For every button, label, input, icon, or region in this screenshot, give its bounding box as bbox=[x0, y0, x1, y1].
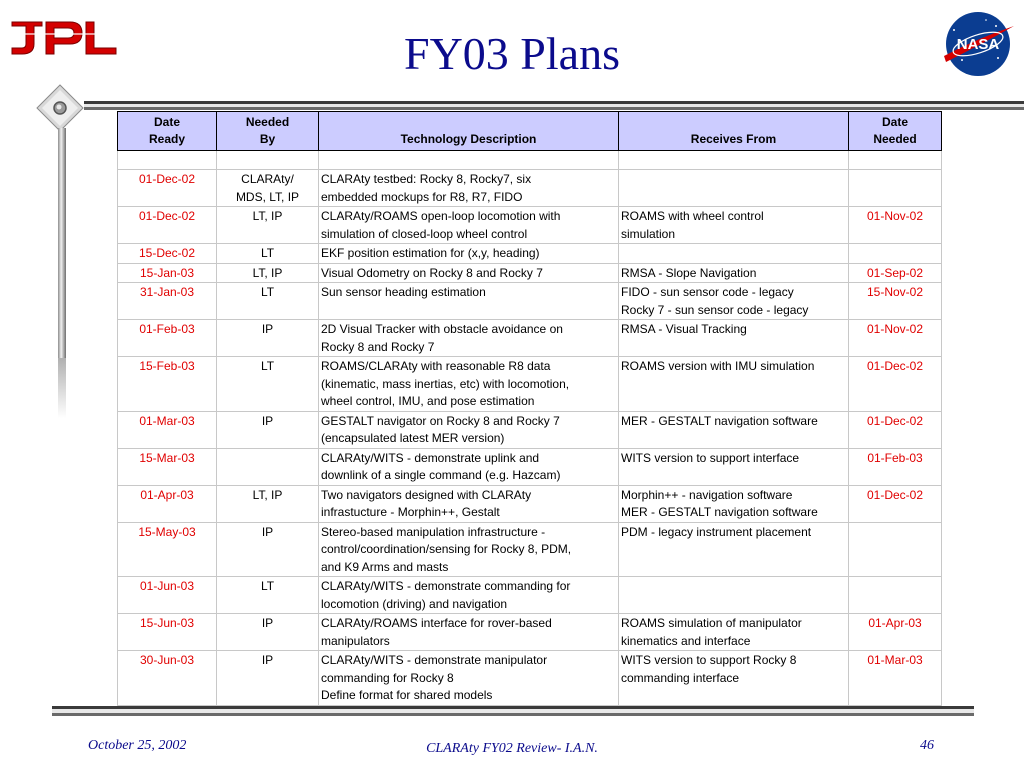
table-row bbox=[118, 207, 942, 244]
top-rule bbox=[84, 101, 1024, 111]
needed-by-cell: LT bbox=[217, 283, 319, 320]
receives-from-cell: PDM - legacy instrument placement bbox=[619, 522, 849, 577]
needed-by-cell: IP bbox=[217, 320, 319, 357]
needed-by-cell: LT bbox=[217, 357, 319, 412]
receives-from-cell: ROAMS with wheel control simulation bbox=[619, 207, 849, 244]
receives-from-cell: ROAMS simulation of manipulator kinematics and interface bbox=[619, 614, 849, 651]
date-needed-cell: 01-Dec-02 bbox=[849, 485, 942, 522]
technology-cell: CLARAty/WITS - demonstrate commanding for locomotion (driving) and navigation bbox=[319, 577, 619, 614]
date-ready-cell: 01-Mar-03 bbox=[118, 411, 217, 448]
technology-cell: ROAMS/CLARAty with reasonable R8 data (kinematic, mass inertias, etc) with locomotion, wheel control, IMU, and pose estimation bbox=[319, 357, 619, 412]
receives-from-cell: RMSA - Slope Navigation bbox=[619, 263, 849, 283]
date-needed-cell bbox=[849, 244, 942, 264]
svg-text:JPL: JPL bbox=[63, 58, 65, 59]
table-row bbox=[118, 411, 942, 448]
table-spacer-row bbox=[118, 151, 942, 170]
receives-from-cell bbox=[619, 577, 849, 614]
technology-cell: CLARAty/ROAMS interface for rover-based manipulators bbox=[319, 614, 619, 651]
technology-cell: Two navigators designed with CLARAty infrastucture - Morphin++, Gestalt bbox=[319, 485, 619, 522]
needed-by-cell bbox=[217, 448, 319, 485]
date-ready-cell: 15-Dec-02 bbox=[118, 244, 217, 264]
footer-date: October 25, 2002 bbox=[88, 738, 187, 753]
date-needed-cell: 01-Apr-03 bbox=[849, 614, 942, 651]
receives-from-cell: ROAMS version with IMU simulation bbox=[619, 357, 849, 412]
receives-from-cell: Morphin++ - navigation software MER - GESTALT navigation software bbox=[619, 485, 849, 522]
date-ready-cell: 15-Feb-03 bbox=[118, 357, 217, 412]
receives-from-cell: FIDO - sun sensor code - legacy Rocky 7 - sun sensor code - legacy bbox=[619, 283, 849, 320]
table-row bbox=[118, 651, 942, 706]
table-row bbox=[118, 244, 942, 264]
nasa-logo bbox=[938, 8, 1018, 80]
date-needed-cell: 01-Sep-02 bbox=[849, 263, 942, 283]
date-needed-cell bbox=[849, 577, 942, 614]
date-needed-cell bbox=[849, 522, 942, 577]
technology-cell: Visual Odometry on Rocky 8 and Rocky 7 bbox=[319, 263, 619, 283]
technology-cell: CLARAty/ROAMS open-loop locomotion with simulation of closed-loop wheel control bbox=[319, 207, 619, 244]
date-ready-cell: 01-Jun-03 bbox=[118, 577, 217, 614]
decorative-diamond bbox=[36, 84, 84, 132]
table-row bbox=[118, 320, 942, 357]
date-needed-cell: 01-Mar-03 bbox=[849, 651, 942, 706]
technology-cell: CLARAty/WITS - demonstrate uplink and downlink of a single command (e.g. Hazcam) bbox=[319, 448, 619, 485]
date-needed-cell: 01-Feb-03 bbox=[849, 448, 942, 485]
needed-by-cell: IP bbox=[217, 411, 319, 448]
date-ready-cell: 15-Mar-03 bbox=[118, 448, 217, 485]
needed-by-cell: CLARAty/ MDS, LT, IP bbox=[217, 170, 319, 207]
needed-by-cell: LT bbox=[217, 577, 319, 614]
needed-by-cell: LT, IP bbox=[217, 485, 319, 522]
date-needed-cell: 15-Nov-02 bbox=[849, 283, 942, 320]
header-date-ready: Date Ready bbox=[118, 112, 217, 151]
slide-title: FY03 Plans bbox=[404, 28, 620, 79]
date-ready-cell: 15-Jan-03 bbox=[118, 263, 217, 283]
needed-by-cell: LT bbox=[217, 244, 319, 264]
receives-from-cell bbox=[619, 170, 849, 207]
header-needed-by: Needed By bbox=[217, 112, 319, 151]
frame-vertical-bar bbox=[58, 128, 66, 358]
header-date-needed: Date Needed bbox=[849, 112, 942, 151]
plans-table bbox=[117, 111, 942, 706]
needed-by-cell: LT, IP bbox=[217, 263, 319, 283]
date-ready-cell: 01-Dec-02 bbox=[118, 207, 217, 244]
frame-vertical-fade bbox=[58, 358, 66, 418]
bottom-rule bbox=[52, 706, 974, 718]
table-row bbox=[118, 170, 942, 207]
header-receives-from: Receives From bbox=[619, 112, 849, 151]
receives-from-cell: WITS version to support interface bbox=[619, 448, 849, 485]
date-ready-cell: 01-Feb-03 bbox=[118, 320, 217, 357]
receives-from-cell: WITS version to support Rocky 8 commanding interface bbox=[619, 651, 849, 706]
date-needed-cell bbox=[849, 170, 942, 207]
table-row bbox=[118, 357, 942, 412]
receives-from-cell: RMSA - Visual Tracking bbox=[619, 320, 849, 357]
table-row bbox=[118, 283, 942, 320]
date-ready-cell: 15-Jun-03 bbox=[118, 614, 217, 651]
date-needed-cell: 01-Dec-02 bbox=[849, 411, 942, 448]
table-body bbox=[118, 151, 942, 706]
technology-cell: CLARAty/WITS - demonstrate manipulator commanding for Rocky 8 Define format for shared models bbox=[319, 651, 619, 706]
receives-from-cell bbox=[619, 244, 849, 264]
technology-cell: Sun sensor heading estimation bbox=[319, 283, 619, 320]
table-row bbox=[118, 263, 942, 283]
needed-by-cell: IP bbox=[217, 651, 319, 706]
needed-by-cell: IP bbox=[217, 614, 319, 651]
needed-by-cell: LT, IP bbox=[217, 207, 319, 244]
date-ready-cell: 30-Jun-03 bbox=[118, 651, 217, 706]
table-row bbox=[118, 448, 942, 485]
date-ready-cell: 01-Apr-03 bbox=[118, 485, 217, 522]
footer-title: CLARAty FY02 Review- I.A.N. bbox=[426, 741, 598, 756]
technology-cell: EKF position estimation for (x,y, heading) bbox=[319, 244, 619, 264]
table-header-row bbox=[118, 112, 942, 151]
technology-cell: GESTALT navigator on Rocky 8 and Rocky 7 (encapsulated latest MER version) bbox=[319, 411, 619, 448]
date-needed-cell: 01-Nov-02 bbox=[849, 207, 942, 244]
header-technology-description: Technology Description bbox=[319, 112, 619, 151]
date-ready-cell: 31-Jan-03 bbox=[118, 283, 217, 320]
receives-from-cell: MER - GESTALT navigation software bbox=[619, 411, 849, 448]
date-needed-cell: 01-Dec-02 bbox=[849, 357, 942, 412]
plans-table-container bbox=[117, 111, 941, 706]
table-row bbox=[118, 522, 942, 577]
footer-page-number: 46 bbox=[920, 738, 934, 753]
svg-text:NASA: NASA bbox=[956, 36, 1000, 53]
table-row bbox=[118, 577, 942, 614]
technology-cell: Stereo-based manipulation infrastructure - control/coordination/sensing for Rocky 8, PDM, and K9 Arms and masts bbox=[319, 522, 619, 577]
date-ready-cell: 01-Dec-02 bbox=[118, 170, 217, 207]
table-row bbox=[118, 485, 942, 522]
date-needed-cell: 01-Nov-02 bbox=[849, 320, 942, 357]
date-ready-cell: 15-May-03 bbox=[118, 522, 217, 577]
technology-cell: CLARAty testbed: Rocky 8, Rocky7, six embedded mockups for R8, R7, FIDO bbox=[319, 170, 619, 207]
table-row bbox=[118, 614, 942, 651]
technology-cell: 2D Visual Tracker with obstacle avoidance on Rocky 8 and Rocky 7 bbox=[319, 320, 619, 357]
needed-by-cell: IP bbox=[217, 522, 319, 577]
